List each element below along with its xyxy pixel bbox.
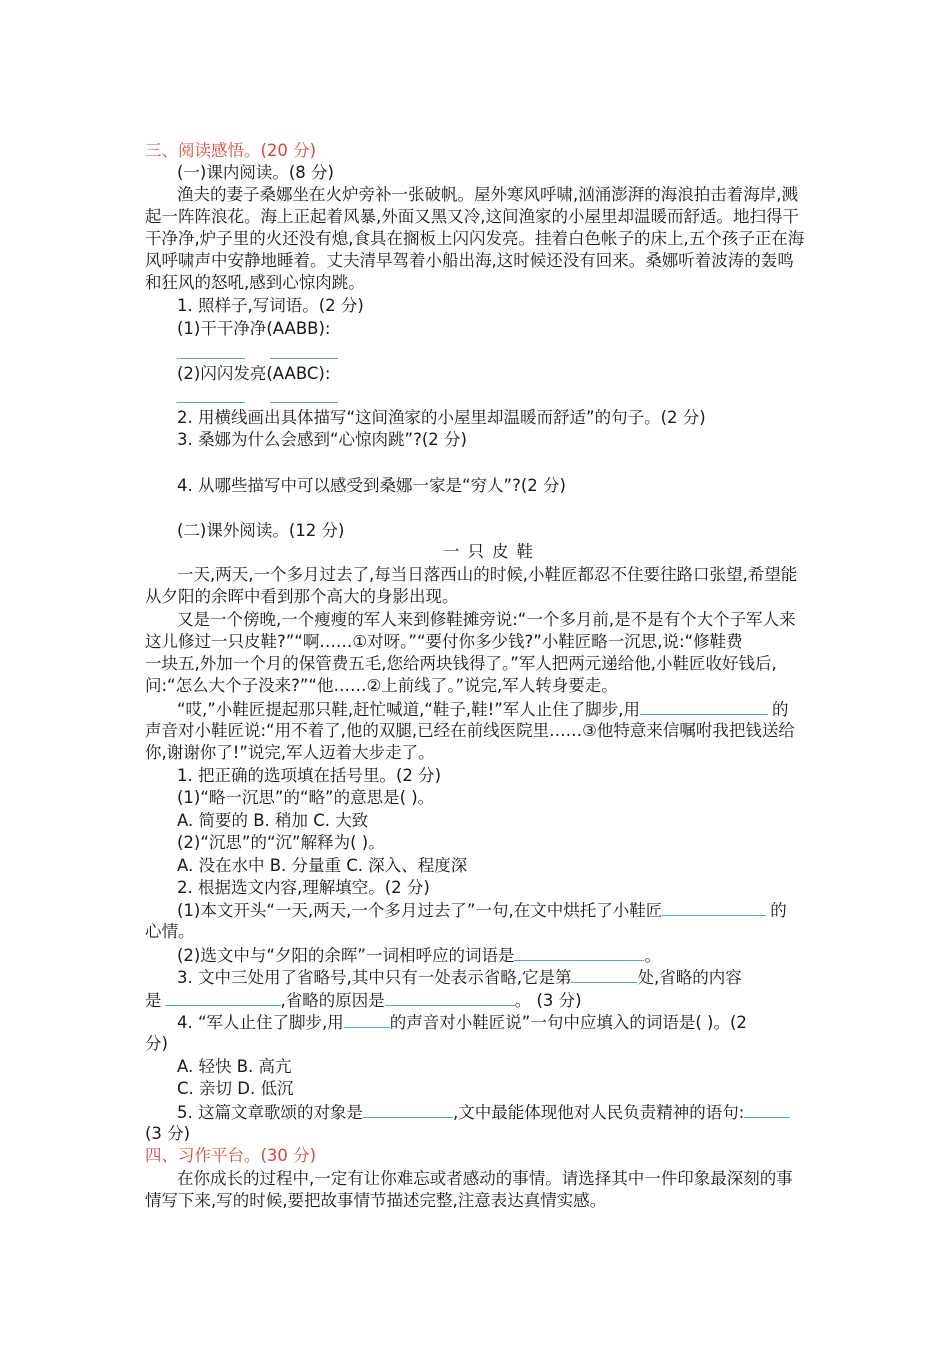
writing-prompt-line: 情写下来,写的时候,要把故事情节描述完整,注意表达真情实感。 <box>145 1191 607 1210</box>
answer-blank[interactable] <box>640 698 768 715</box>
answer-blank[interactable] <box>571 966 637 983</box>
story-title: 一只皮鞋 <box>443 542 541 561</box>
question-text: ,文中最能体现他对人民负责精神的语句: <box>453 1103 745 1122</box>
answer-blank[interactable] <box>270 342 338 359</box>
question-text: 是 <box>145 991 162 1010</box>
answer-blank[interactable] <box>385 989 515 1006</box>
section-title-reading: 三、阅读感悟。(20 分) <box>145 141 317 160</box>
question-text: (1)本文开头“一天,两天,一个多月过去了”一句,在文中烘托了小鞋匠 <box>177 901 663 920</box>
question-2: 2. 根据选文内容,理解填空。(2 分) <box>177 878 430 897</box>
question-text: ,省略的原因是 <box>280 991 385 1010</box>
part1-heading: (一)课内阅读。(8 分) <box>177 163 334 182</box>
question-3-cont <box>145 989 582 1011</box>
answer-blank[interactable] <box>177 386 245 403</box>
answer-blank-row <box>177 386 338 408</box>
question-3: 3. 桑娜为什么会感到“心惊肉跳”?(2 分) <box>177 430 467 449</box>
passage1-line: 风呼啸声中安静地睡着。丈夫清早驾着小船出海,这时候还没有回来。桑娜听着波涛的轰鸣 <box>145 251 794 270</box>
passage2-line: 这儿修过一只皮鞋?”“啊……①对呀。”“要付你多少钱?”小鞋匠略一沉思,说:“修鞋费 <box>145 632 743 651</box>
options-row: A. 轻快 B. 高亢 <box>177 1057 292 1076</box>
question-4 <box>177 1011 747 1033</box>
question-1b: (2)“沉思”的“沉”解释为( )。 <box>177 833 385 852</box>
options-row: A. 没在水中 B. 分量重 C. 深入、程度深 <box>177 856 468 875</box>
question-text: 处,省略的内容 <box>637 968 742 987</box>
passage2-text: 的 <box>772 700 789 719</box>
question-4-cont: 分) <box>145 1034 168 1053</box>
question-text: 。 (3 分) <box>514 991 582 1010</box>
answer-blank[interactable] <box>177 342 245 359</box>
question-5-cont: (3 分) <box>145 1124 191 1143</box>
question-2a-cont: 心情。 <box>145 922 195 941</box>
passage2-line: 又是一个傍晚,一个瘦瘦的军人来到修鞋摊旁说:“一个多月前,是不是有个大个子军人来 <box>177 610 796 629</box>
answer-blank-row <box>177 342 338 364</box>
options-row: A. 简要的 B. 稍加 C. 大致 <box>177 811 369 830</box>
answer-blank[interactable] <box>363 1101 453 1118</box>
passage1-line: 干净净,炉子里的火还没有熄,食具在搁板上闪闪发亮。挂着白色帐子的床上,五个孩子正在海 <box>145 229 805 248</box>
passage2-line: 一天,两天,一个多月过去了,每当日落西山的时候,小鞋匠都忍不住要往路口张望,希望能 <box>177 565 798 584</box>
passage2-line: 你,谢谢你了!”说完,军人迈着大步走了。 <box>145 743 435 762</box>
question-text: 4. “军人止住了脚步,用 <box>177 1013 344 1032</box>
section-title-writing: 四、习作平台。(30 分) <box>145 1146 317 1165</box>
passage2-line: 一块五,外加一个月的保管费五毛,您给两块钱得了。”军人把两元递给他,小鞋匠收好钱后, <box>145 654 777 673</box>
question-text: (2)选文中与“夕阳的余晖”一词相呼应的词语是 <box>177 946 515 965</box>
passage2-line: 声音对小鞋匠说:“用不着了,他的双腿,已经在前线医院里……③他特意来信嘱咐我把钱送给 <box>145 721 795 740</box>
passage1-line: 和狂风的怒吼,感到心惊肉跳。 <box>145 273 365 292</box>
question-text: 。 <box>644 946 661 965</box>
question-4: 4. 从哪些描写中可以感受到桑娜一家是“穷人”?(2 分) <box>177 476 566 495</box>
question-text: 的 <box>770 901 787 920</box>
answer-blank[interactable] <box>270 386 338 403</box>
question-text: 3. 文中三处用了省略号,其中只有一处表示省略,它是第 <box>177 968 572 987</box>
answer-blank[interactable] <box>662 899 766 916</box>
answer-blank[interactable] <box>514 944 644 961</box>
part2-heading: (二)课外阅读。(12 分) <box>177 521 345 540</box>
question-text: 5. 这篇文章歌颂的对象是 <box>177 1103 363 1122</box>
passage2-text: “哎,”小鞋匠提起那只鞋,赶忙喊道,“鞋子,鞋!”军人止住了脚步,用 <box>177 700 641 719</box>
options-row: C. 亲切 D. 低沉 <box>177 1079 294 1098</box>
passage2-line: 从夕阳的余晖中看到那个高大的身影出现。 <box>145 587 459 606</box>
answer-blank[interactable] <box>165 989 281 1006</box>
question-1: 1. 照样子,写词语。(2 分) <box>177 296 364 315</box>
answer-blank[interactable] <box>744 1101 790 1118</box>
passage2-line <box>177 698 789 720</box>
passage1-line: 渔夫的妻子桑娜坐在火炉旁补一张破帆。屋外寒风呼啸,汹涌澎湃的海浪拍击着海岸,溅 <box>177 185 798 204</box>
question-1a: (1)干干净净(AABB): <box>177 319 331 338</box>
question-1: 1. 把正确的选项填在括号里。(2 分) <box>177 766 442 785</box>
question-2: 2. 用横线画出具体描写“这间渔家的小屋里却温暖而舒适”的句子。(2 分) <box>177 408 706 427</box>
question-3 <box>177 966 742 988</box>
answer-blank[interactable] <box>344 1011 390 1028</box>
passage1-line: 起一阵阵浪花。海上正起着风暴,外面又黑又冷,这间渔家的小屋里却温暖而舒适。地扫得干 <box>145 207 799 226</box>
question-2a <box>177 899 787 921</box>
question-2b <box>177 944 661 966</box>
passage2-line: 问:“怎么大个子没来?”“他……②上前线了。”说完,军人转身要走。 <box>145 676 618 695</box>
question-5 <box>177 1101 790 1123</box>
writing-prompt-line: 在你成长的过程中,一定有让你难忘或者感动的事情。请选择其中一件印象最深刻的事 <box>177 1169 793 1188</box>
question-1a: (1)“略一沉思”的“略”的意思是( )。 <box>177 788 435 807</box>
question-text: 的声音对小鞋匠说”一句中应填入的词语是( )。(2 <box>389 1013 747 1032</box>
question-1b: (2)闪闪发亮(AABC): <box>177 364 331 383</box>
